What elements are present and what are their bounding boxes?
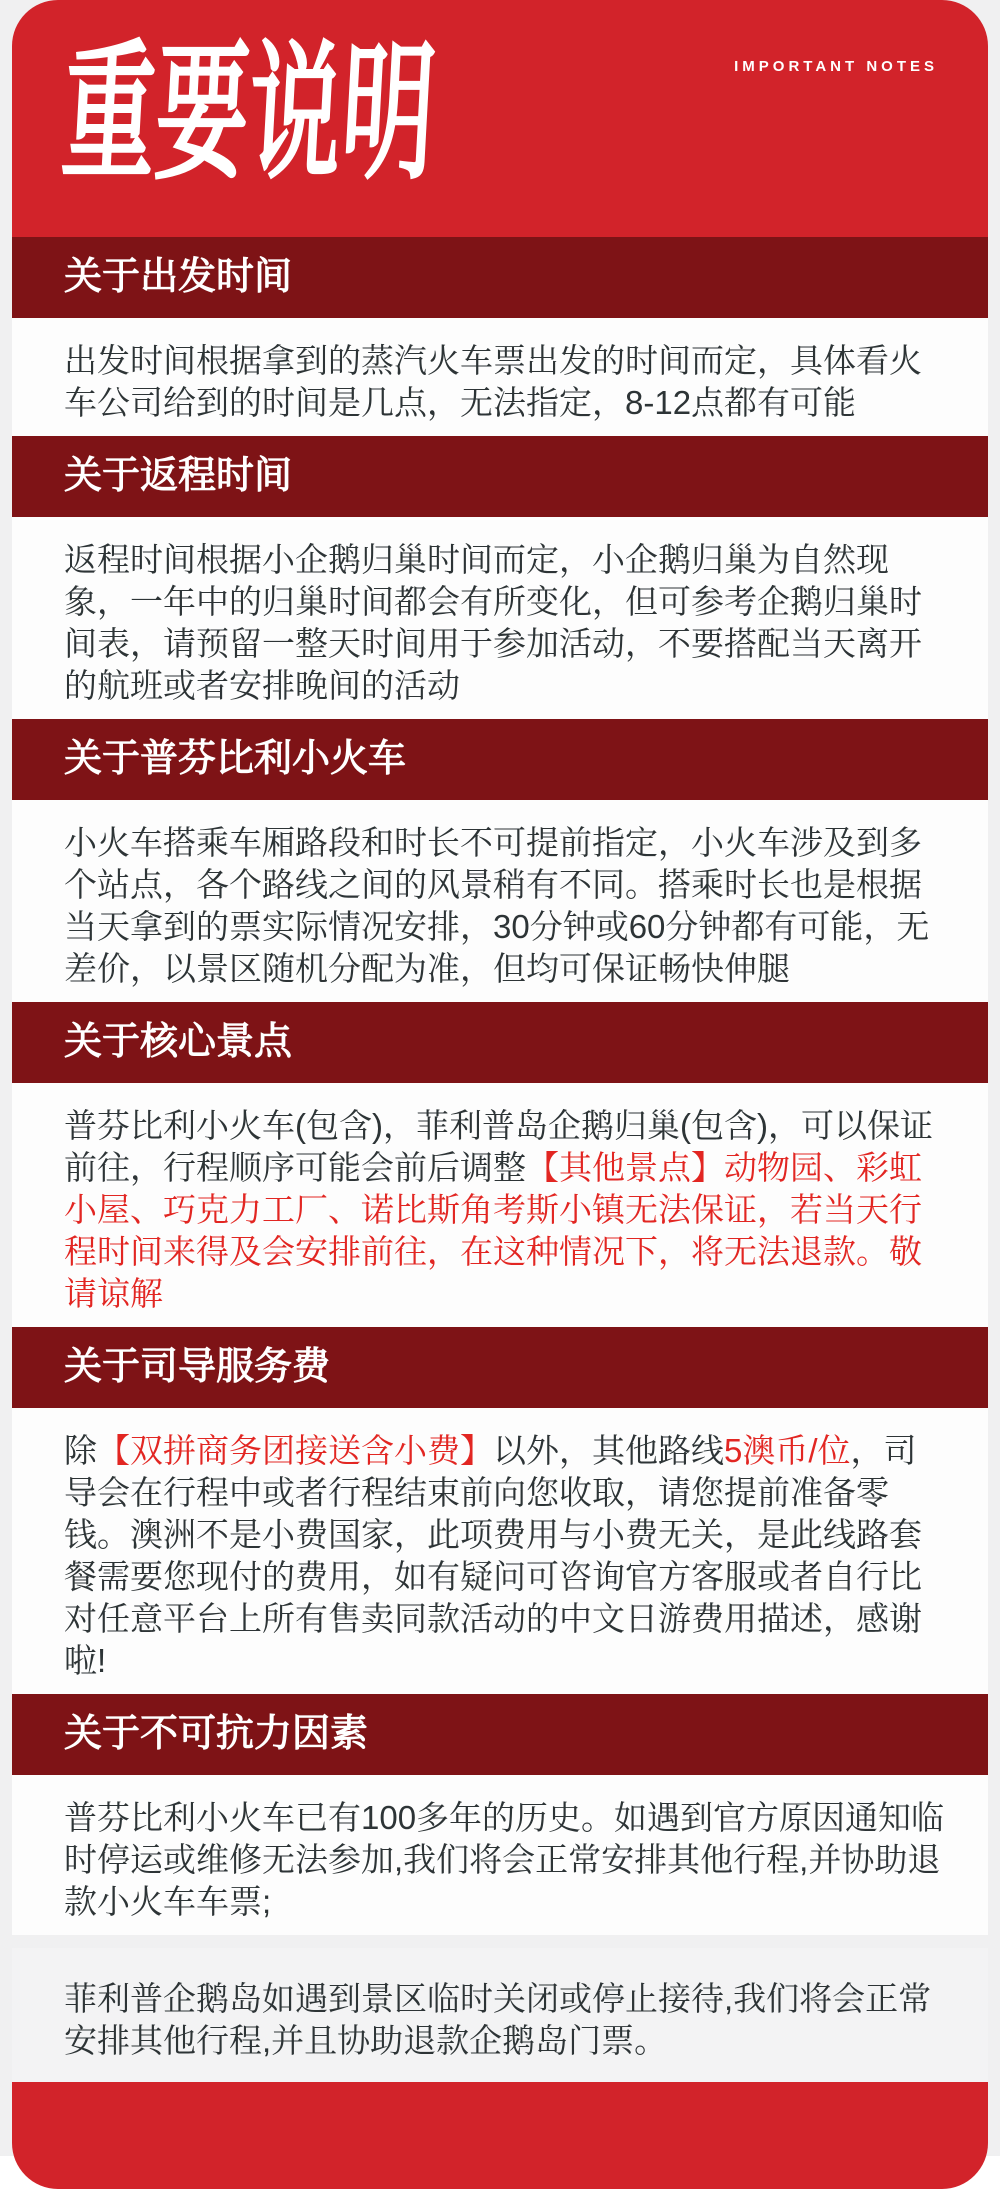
body-text: 普芬比利小火车(包含)，菲利普岛企鹅归巢(包含)，可以保证前往，行程顺序可能会前后调整 [64,1107,933,1186]
section-heading: 关于出发时间 [64,256,293,298]
section-heading-bar [12,436,988,517]
body-text: 以外，其他路线 [493,1432,724,1469]
important-notes-card [12,0,988,2189]
body-text: 小火车搭乘车厢路段和时长不可提前指定，小火车涉及到多个站点，各个路线之间的风景稍有不同。搭乘时长也是根据当天拿到的票实际情况安排，30分钟或60分钟都有可能，无差价，以景区随机分配为准，但均可保证畅快伸腿 [64,824,930,987]
body-text: ，司导会在行程中或者行程结束前向您收取，请您提前准备零钱。澳洲不是小费国家，此项费用与小费无关，是此线路套餐需要您现付的费用，如有疑问可咨询官方客服或者自行比对任意平台上所有售卖同款活动的中文日游费用描述，感谢啦! [64,1432,922,1679]
section-heading: 关于普芬比利小火车 [64,738,407,780]
body-text-red: 5澳币/位 [724,1432,851,1469]
body-text: 返程时间根据小企鹅归巢时间而定，小企鹅归巢为自然现象，一年中的归巢时间都会有所变化，但可参考企鹅归巢时间表，请预留一整天时间用于参加活动，不要搭配当天离开的航班或者安排晚间的活动 [64,541,922,704]
section-body-panel [12,517,988,719]
section-heading: 关于返程时间 [64,455,293,497]
section-body-panel [12,1408,988,1694]
page-title: 重要说明 [58,29,440,197]
sections-container [12,237,988,2082]
header-subtitle: IMPORTANT NOTES [734,58,938,75]
section-heading-bar [12,237,988,318]
section-heading-bar [12,1002,988,1083]
body-text: 出发时间根据拿到的蒸汽火车票出发的时间而定，具体看火车公司给到的时间是几点，无法指定，8-12点都有可能 [64,342,922,421]
section-body-panel [12,1775,988,1935]
section-body-panel [12,318,988,436]
body-text: 除 [64,1432,97,1469]
section-heading: 关于司导服务费 [64,1346,331,1388]
section-heading: 关于核心景点 [64,1021,293,1063]
section-body-panel [12,1083,988,1327]
section-heading-bar [12,1694,988,1775]
section-body-panel [12,800,988,1002]
panel-gap [12,1935,988,1948]
body-text-red: 【双拼商务团接送含小费】 [97,1432,493,1469]
section-heading: 关于不可抗力因素 [64,1713,369,1755]
body-text: 普芬比利小火车已有100多年的历史。如遇到官方原因通知临时停运或维修无法参加,我们将会正常安排其他行程,并协助退款小火车车票; [64,1799,945,1920]
footer-band [12,2082,988,2189]
section-body-panel [12,1948,988,2082]
section-heading-bar [12,719,988,800]
body-text-red: 【其他景点】动物园、彩虹小屋、巧克力工厂、诺比斯角考斯小镇无法保证，若当天行程时间来得及会安排前往，在这种情况下，将无法退款。敬请谅解 [64,1149,922,1312]
body-text: 菲利普企鹅岛如遇到景区临时关闭或停止接待,我们将会正常安排其他行程,并且协助退款企鹅岛门票。 [64,1980,932,2059]
section-heading-bar [12,1327,988,1408]
hero-header [12,0,988,237]
